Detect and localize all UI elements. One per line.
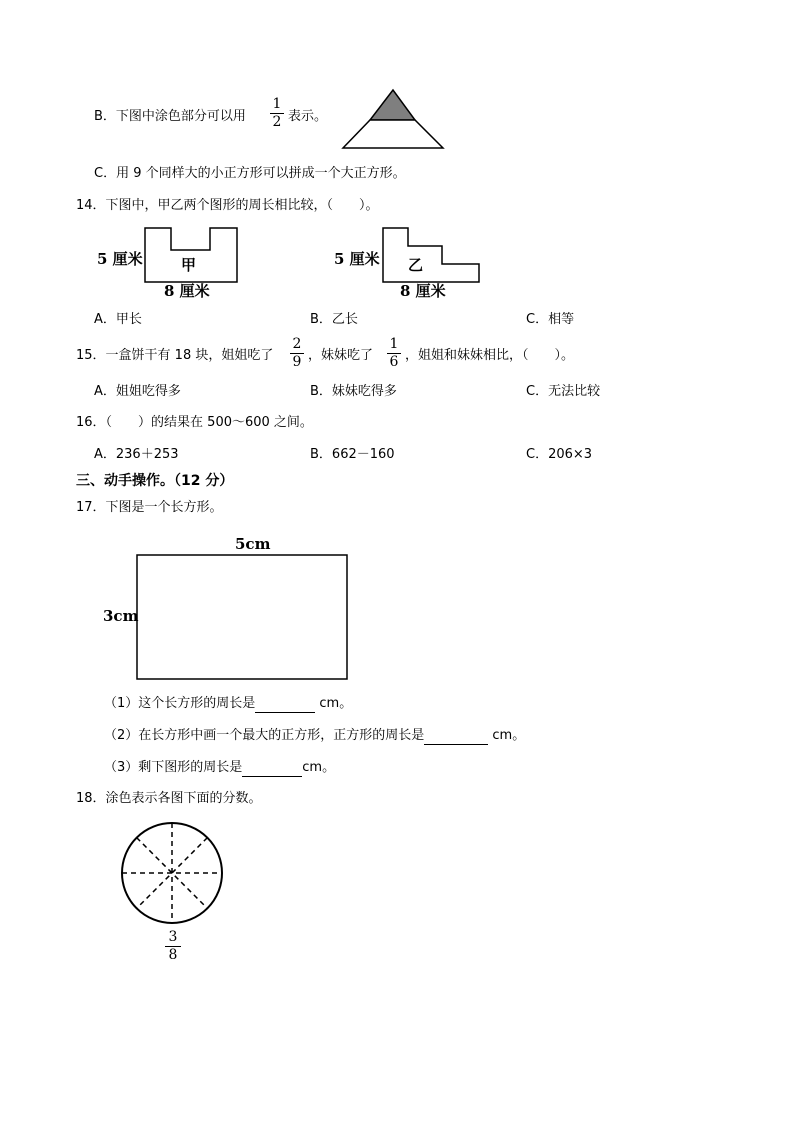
answer-blank[interactable] — [255, 698, 315, 713]
q14-option-a[interactable]: A．甲长 — [94, 312, 142, 327]
q13-option-b-suffix: 表示。 — [288, 109, 328, 124]
q15-option-c[interactable]: C．无法比较 — [526, 384, 601, 399]
q17-sub2 — [104, 727, 525, 745]
q15-option-b[interactable]: B．妹妹吃得多 — [310, 384, 397, 399]
answer-blank[interactable] — [424, 730, 488, 745]
q17-sub1-suffix: cm。 — [315, 696, 353, 711]
q16-option-a[interactable]: A．236＋253 — [94, 447, 179, 462]
rectangle-outline — [137, 555, 347, 679]
fraction-numerator: 2 — [292, 336, 302, 352]
figure-jia-height-label: 5 厘米 — [97, 250, 143, 268]
shaded-top-triangle — [370, 90, 415, 120]
section-title: 三、动手操作。（12 分） — [76, 473, 234, 489]
q18-stem: 18．涂色表示各图下面的分数。 — [76, 791, 262, 806]
q17-stem: 17．下图是一个长方形。 — [76, 500, 223, 515]
circle-dividers — [122, 823, 222, 923]
unshaded-trapezoid — [343, 120, 443, 148]
fraction-numerator: 1 — [272, 96, 282, 112]
figure-yi-outline — [383, 228, 479, 282]
q18-fraction — [165, 930, 181, 963]
triangle-figure — [342, 88, 446, 150]
q17-sub2-suffix: cm。 — [488, 728, 526, 743]
fraction-denominator: 8 — [168, 947, 178, 963]
q15-option-a[interactable]: A．姐姐吃得多 — [94, 384, 181, 399]
q15-fraction-2 — [387, 337, 401, 370]
q13-option-b-prefix: B．下图中涂色部分可以用 — [94, 109, 246, 124]
q13-option-b — [94, 108, 246, 126]
fraction-denominator: 9 — [292, 354, 302, 370]
q16-option-b[interactable]: B．662－160 — [310, 447, 395, 462]
fraction-numerator: 1 — [389, 336, 399, 352]
q14-option-c[interactable]: C．相等 — [526, 312, 575, 327]
q16-option-c[interactable]: C．206×3 — [526, 447, 593, 462]
q13-option-b-fraction — [270, 97, 284, 130]
q17-sub3-prefix: （3）剩下图形的周长是 — [104, 760, 243, 775]
q14-option-b[interactable]: B．乙长 — [310, 312, 358, 327]
rectangle-height-label: 3cm — [103, 607, 139, 625]
q16-stem: 16．（ ）的结果在 500～600 之间。 — [76, 415, 313, 430]
q17-sub3-suffix: cm。 — [302, 760, 336, 775]
q15-stem-part2: ，妹妹吃了 — [308, 348, 374, 363]
figure-jia-width-label: 8 厘米 — [164, 282, 210, 300]
figure-yi-width-label: 8 厘米 — [400, 282, 446, 300]
q17-sub3 — [104, 759, 335, 777]
figure-yi — [380, 226, 490, 286]
figure-yi-name: 乙 — [408, 256, 424, 274]
figure-jia-name: 甲 — [181, 256, 197, 274]
figure-yi-height-label: 5 厘米 — [334, 250, 380, 268]
fraction-denominator: 6 — [389, 354, 399, 370]
fraction-numerator: 3 — [168, 929, 178, 945]
circle-figure[interactable] — [119, 821, 225, 925]
rectangle-width-label: 5cm — [235, 535, 271, 553]
answer-blank[interactable] — [242, 762, 302, 777]
q13-option-c: C．用 9 个同样大的小正方形可以拼成一个大正方形。 — [94, 166, 406, 181]
q14-stem: 14．下图中，甲乙两个图形的周长相比较，（ ）。 — [76, 198, 379, 213]
q17-sub1 — [104, 695, 352, 713]
q15-stem-part1: 15．一盒饼干有 18 块，姐姐吃了 — [76, 348, 274, 363]
q17-sub1-prefix: （1）这个长方形的周长是 — [104, 696, 256, 711]
rectangle-figure — [136, 554, 350, 682]
q15-stem-part3: ，姐姐和妹妹相比，（ ）。 — [405, 348, 575, 363]
q17-sub2-prefix: （2）在长方形中画一个最大的正方形，正方形的周长是 — [104, 728, 425, 743]
fraction-denominator: 2 — [272, 114, 282, 130]
q15-fraction-1 — [290, 337, 304, 370]
